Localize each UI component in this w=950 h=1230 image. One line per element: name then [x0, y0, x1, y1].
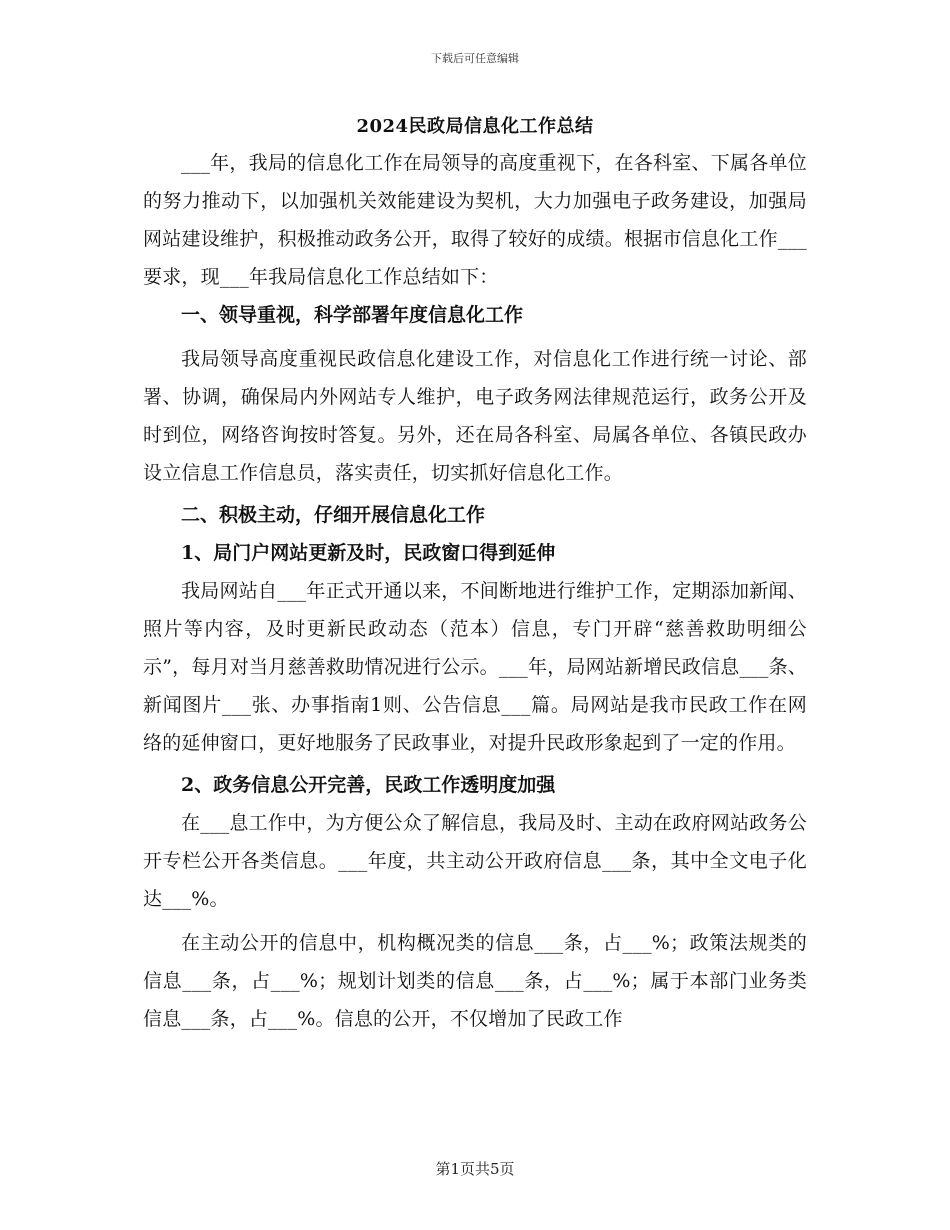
subsection-1-heading: 1、局门户网站更新及时，民政窗口得到延伸: [181, 542, 556, 564]
subsection-2-paragraph-2: 在主动公开的信息中，机构概况类的信息___条，占___%；政策法规类的信息___条，占___%；规划计划类的信息___条，占___%；属于本部门业务类信息___条，占___%。信息的公开，不仅增加了民政工作: [143, 932, 807, 1030]
document-body: [143, 112, 807, 1038]
section-1-heading: 一、领导重视，科学部署年度信息化工作: [181, 304, 524, 326]
section-1-paragraph: 我局领导高度重视民政信息化建设工作，对信息化工作进行统一讨论、部署、协调，确保局内外网站专人维护，电子政务网法律规范运行，政务公开及时到位，网络咨询按时答复。另外，还在局各科室、局属各单位、各镇民政办设立信息工作信息员，落实责任，切实抓好信息化工作。: [143, 348, 807, 484]
section-2-heading: 二、积极主动，仔细开展信息化工作: [181, 504, 486, 526]
subsection-1-paragraph: 我局网站自___年正式开通以来，不间断地进行维护工作，定期添加新闻、照片等内容，及时更新民政动态（范本）信息，专门开辟“慈善救助明细公示”，每月对当月慈善救助情况进行公示。___年，局网站新增民政信息___条、新闻图片___张、办事指南1则、公告信息___篇。局网站是我市民政工作在网络的延伸窗口，更好地服务了民政事业，对提升民政形象起到了一定的作用。: [143, 580, 807, 754]
page-header-note: 下载后可任意编辑: [431, 52, 519, 65]
subsection-2-paragraph-1: 在___息工作中，为方便公众了解信息，我局及时、主动在政府网站政务公开专栏公开各类信息。___年度，共主动公开政府信息___条，其中全文电子化达___%。: [143, 812, 807, 910]
subsection-2-heading: 2、政务信息公开完善，民政工作透明度加强: [181, 774, 556, 796]
page-number: 第1页共5页: [435, 1160, 515, 1178]
intro-paragraph: ___年，我局的信息化工作在局领导的高度重视下，在各科室、下属各单位的努力推动下，以加强机关效能建设为契机，大力加强电子政务建设，加强局网站建设维护，积极推动政务公开，取得了较好的成绩。根据市信息化工作___要求，现___年我局信息化工作总结如下：: [143, 152, 807, 288]
document-title: 2024民政局信息化工作总结: [356, 116, 594, 137]
